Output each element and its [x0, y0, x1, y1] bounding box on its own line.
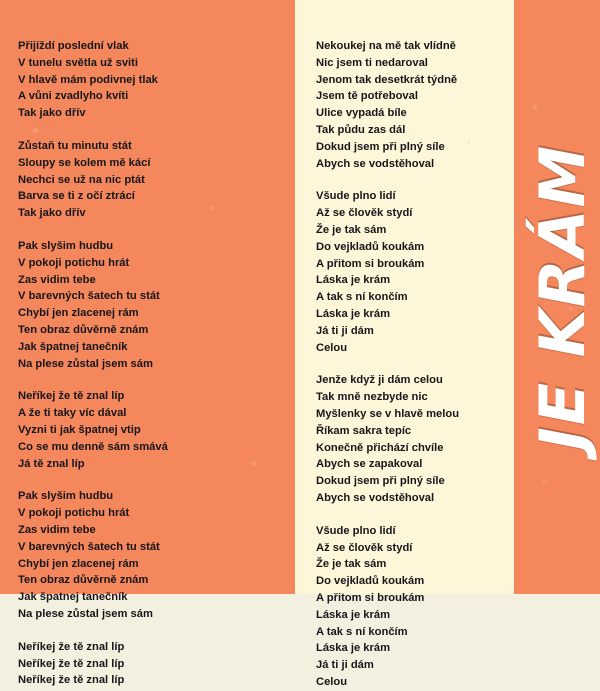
lyrics-line: V pokoji potichu hrát: [18, 256, 130, 269]
lyrics-line: A tak s ní končím: [316, 625, 408, 638]
lyrics-line: Že je tak sám: [316, 558, 387, 571]
lyrics-line: Přijíždí poslední vlak: [18, 40, 129, 52]
lyrics-line: Neříkej že tě znal líp: [18, 674, 125, 687]
lyrics-line: Láska je krám: [316, 642, 391, 655]
lyrics-line: V barevných šatech tu stát: [18, 290, 160, 303]
lyrics-line: Konečně přichází chvíle: [316, 441, 444, 454]
lyrics-line: Dokud jsem při plný síle: [316, 475, 445, 488]
left-lyrics-column: [18, 38, 268, 689]
lyrics-line: Abych se zapakoval: [316, 458, 423, 471]
lyrics-line: Já ti ji dám: [316, 324, 374, 337]
lyrics-line: Až se člověk stydí: [316, 541, 413, 554]
lyrics-line: Do vejkladů koukám: [316, 240, 425, 253]
lyrics-line: V tunelu světla už sviti: [18, 56, 138, 69]
lyrics-stanza: [18, 38, 268, 122]
lyrics-line: Jak špatnej tanečník: [18, 591, 128, 604]
lyrics-line: Láska je krám: [316, 608, 391, 621]
lyrics-line: Abych se vodstěhoval: [316, 491, 435, 504]
lyrics-line: Jenže když ji dám celou: [316, 374, 443, 387]
lyrics-line: Na plese zůstal jsem sám: [18, 357, 153, 370]
lyrics-line: Tak půdu zas dál: [316, 123, 406, 136]
lyrics-line: Neříkej že tě znal líp: [18, 657, 125, 670]
lyrics-line: Já ti ji dám: [316, 659, 374, 672]
lyrics-line: Tak jako dřív: [18, 107, 86, 120]
lyrics-line: Ten obraz důvěrně znám: [18, 323, 149, 336]
lyrics-stanza: [316, 38, 516, 172]
lyrics-line: Láska je krám: [316, 274, 391, 287]
lyrics-line: Vyzni ti jak špatnej vtip: [18, 423, 141, 436]
lyrics-line: Nic jsem ti nedaroval: [316, 56, 428, 69]
lyrics-stanza: [18, 388, 268, 472]
lyrics-line: Neříkej že tě znal líp: [18, 390, 125, 403]
lyrics-line: Pak slyšim hudbu: [18, 490, 114, 503]
lyrics-stanza: [18, 639, 268, 689]
lyrics-line: Nechci se už na nic ptát: [18, 173, 145, 186]
lyrics-line: Chybí jen zlacenej rám: [18, 307, 139, 320]
lyrics-line: Co se mu denně sám smává: [18, 440, 168, 453]
lyrics-line: Zas vidim tebe: [18, 273, 96, 286]
lyrics-line: Všude plno lidí: [316, 524, 396, 537]
album-vertical-title: JE KRÁM: [526, 143, 599, 451]
lyrics-line: Všude plno lidí: [316, 190, 396, 203]
lyrics-line: V barevných šatech tu stát: [18, 540, 160, 553]
lyrics-line: Pak slyšim hudbu: [18, 239, 114, 252]
lyrics-line: A tak s ní končím: [316, 291, 408, 304]
lyrics-line: Nekoukej na mě tak vlídně: [316, 40, 456, 52]
lyrics-stanza: [18, 238, 268, 372]
lyrics-line: Ten obraz důvěrně znám: [18, 574, 149, 587]
lyrics-line: Jenom tak desetkrát týdně: [316, 73, 458, 86]
lyrics-stanza: [18, 138, 268, 222]
lyrics-line: V pokoji potichu hrát: [18, 507, 130, 520]
lyrics-line: Zůstaň tu minutu stát: [18, 139, 132, 152]
lyrics-line: Na plese zůstal jsem sám: [18, 607, 153, 620]
lyrics-stanza: [316, 523, 516, 691]
lyrics-line: Zas vidim tebe: [18, 523, 96, 536]
lyrics-line: Abych se vodstěhoval: [316, 157, 435, 170]
right-orange-band: [514, 0, 600, 594]
lyrics-line: Tak jako dřív: [18, 207, 86, 220]
lyrics-line: Říkam sakra tepíc: [316, 424, 412, 437]
lyrics-line: Jsem tě potřeboval: [316, 90, 418, 103]
lyrics-stanza: [316, 372, 516, 506]
lyrics-line: Celou: [316, 341, 348, 354]
lyrics-line: Že je tak sám: [316, 223, 387, 236]
lyrics-line: Až se člověk stydí: [316, 207, 413, 220]
lyrics-stanza: [18, 488, 268, 622]
lyrics-line: V hlavě mám podivnej tlak: [18, 73, 158, 86]
lyrics-line: Jak špatnej tanečník: [18, 340, 128, 353]
lyrics-line: Láska je krám: [316, 307, 391, 320]
lyrics-line: A že ti taky víc dával: [18, 407, 127, 420]
lyrics-line: Dokud jsem při plný síle: [316, 140, 445, 153]
right-lyrics-column: [316, 38, 516, 691]
lyrics-line: Do vejkladů koukám: [316, 575, 425, 588]
lyrics-line: Neříkej že tě znal líp: [18, 640, 125, 653]
lyrics-stanza: [316, 188, 516, 356]
lyrics-line: Sloupy se kolem mě kácí: [18, 156, 151, 169]
lyrics-line: A přitom si broukám: [316, 591, 425, 604]
lyrics-line: Tak mně nezbyde nic: [316, 391, 428, 404]
lyrics-line: Barva se ti z očí ztrácí: [18, 190, 135, 203]
lyrics-line: Myšlenky se v hlavě melou: [316, 407, 460, 420]
lyrics-line: Ulice vypadá bíle: [316, 107, 407, 120]
lyrics-line: Já tě znal líp: [18, 457, 85, 470]
lyrics-line: Chybí jen zlacenej rám: [18, 557, 139, 570]
lyrics-line: Celou: [316, 675, 348, 688]
lyrics-line: A přitom si broukám: [316, 257, 425, 270]
lyrics-line: A vůni zvadlyho kvíti: [18, 90, 129, 103]
